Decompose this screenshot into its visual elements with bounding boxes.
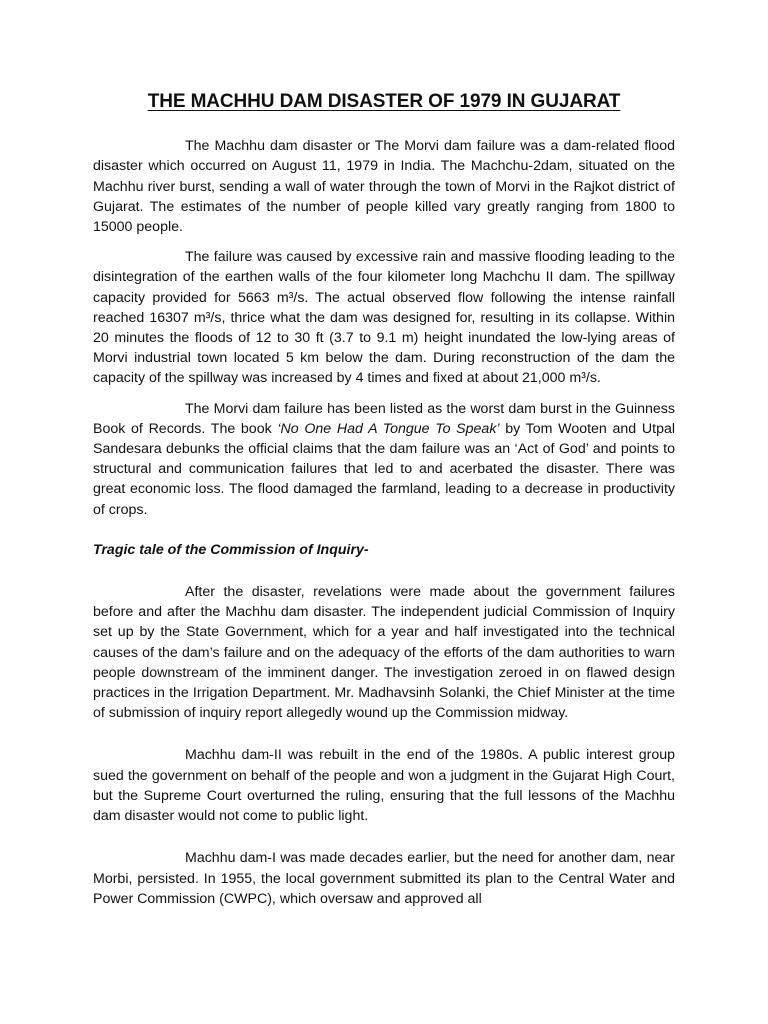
paragraph-commission-inquiry: After the disaster, revelations were made about the government failures before and after the Machhu dam disaster. The independent judicial Commission of Inquiry set up by the State Government, which for a year and half investigated into the technical causes of the dam’s failure and on the adequacy of the efforts of the dam authorities to warn people downstream of the imminent danger. The investigation zeroed in on flawed design practices in the Irrigation Department. Mr. Madhavsinh Solanki, the Chief Minister at the time of submission of inquiry report allegedly wound up the Commission midway. — [93, 584, 675, 722]
document-page — [93, 92, 675, 909]
book-title: ‘No One Had A Tongue To Speak’ — [277, 420, 500, 437]
paragraph-cause-of-failure: The failure was caused by excessive rain and massive flooding leading to the disintegration of the earthen walls of the four kilometer long Machchu II dam. The spillway capacity provided for 5663 m³/s. The actual observed flow following the intense rainfall reached 16307 m³/s, thrice what the dam was designed for, resulting in its collapse. Within 20 minutes the floods of 12 to 30 ft (3.7 to 9.1 m) height inundated the low-lying areas of Morvi industrial town located 5 km below the dam. During reconstruction of the dam the capacity of the spillway was increased by 4 times and fixed at about 21,000 m³/s. — [93, 249, 675, 387]
paragraph-guinness-record — [93, 399, 675, 520]
section-heading-commission-inquiry: Tragic tale of the Commission of Inquiry- — [93, 541, 369, 558]
paragraph-dam-rebuilt: Machhu dam-II was rebuilt in the end of the 1980s. A public interest group sued the government on behalf of the people and won a judgment in the Gujarat High Court, but the Supreme Court overturned the ruling, ensuring that the full lessons of the Machhu dam disaster would not come to public light. — [93, 747, 675, 825]
paragraph-dam-history: Machhu dam-I was made decades earlier, but the need for another dam, near Morbi, persisted. In 1955, the local government submitted its plan to the Central Water and Power Commission (CWPC), which oversaw and approved all — [93, 850, 675, 907]
paragraph-introduction: The Machhu dam disaster or The Morvi dam failure was a dam-related flood disaster which occurred on August 11, 1979 in India. The Machchu-2dam, situated on the Machhu river burst, sending a wall of water through the town of Morvi in the Rajkot district of Gujarat. The estimates of the number of people killed vary greatly ranging from 1800 to 15000 people. — [93, 138, 675, 236]
paragraph-guinness-text-start: The Morvi dam failure has been listed as the worst dam burst in the Guinness Book of Records. The book — [93, 400, 675, 437]
paragraph-guinness-text-end: by Tom Wooten and Utpal Sandesara debunks the official claims that the dam failure was an ‘Act of God’ and points to structural and communication failures that led to and acerbated the disaster. There was great economic loss. The flood damaged the farmland, leading to a decrease in productivity of crops. — [93, 420, 676, 518]
document-title: THE MACHHU DAM DISASTER OF 1979 IN GUJARAT — [147, 91, 621, 112]
